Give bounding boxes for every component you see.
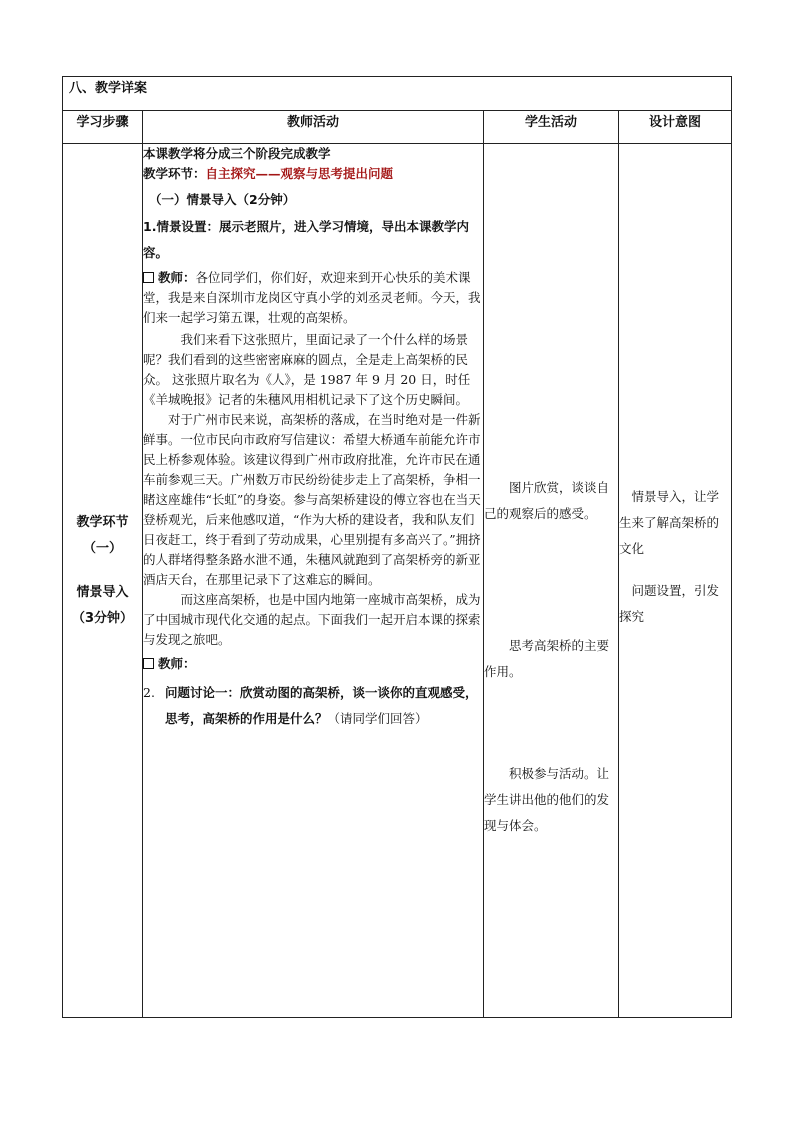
header-teacher: 教师活动 (143, 111, 484, 144)
step-line-4: （3分钟） (71, 611, 134, 626)
student-activity-3: 积极参与活动。让学生讲出他的他们的发现与体会。 (484, 766, 610, 833)
student-activity-1: 图片欣赏，谈谈自己的观察后的感受。 (484, 480, 610, 521)
checkbox-icon (143, 658, 154, 669)
student-activity-cell (484, 144, 619, 1018)
content-row (63, 144, 732, 1018)
step-line-3: 情景导入 (76, 585, 129, 600)
teacher-paragraph-1: 各位同学们，你们好，欢迎来到开心快乐的美术课堂，我是来自深圳市龙岗区守真小学的刘丞灵老师。今天，我们来一起学习第五课，壮观的高架桥。 (143, 270, 481, 325)
teacher-label-2: 教师： (158, 656, 196, 671)
student-activity-2: 思考高架桥的主要作用。 (484, 638, 610, 679)
item2-number: 2. (143, 685, 155, 700)
stage-label: 教学环节： (143, 166, 206, 181)
item2-question: 问题讨论一：欣赏动图的高架桥，谈一谈你的直观感受，思考，高架桥的作用是什么？ (165, 685, 478, 726)
item2-tail: （请同学们回答） (327, 711, 428, 726)
teacher-paragraph-3: 对于广州市民来说，高架桥的落成，在当时绝对是一件新鲜事。一位市民向市政府写信建议：希望大桥通车前能允许市民上桥参观体验。该建议得到广州市政府批准，允许市民在通车前参观三天。广州数万市民纷纷徒步走上了高架桥，争相一睹这座雄伟“长虹”的身姿。参与高架桥建设的傅立容也在当天登桥观光，后来他感叹道，“作为大桥的建设者，我和队友们日夜赶工，终于看到了劳动成果，心里别提有多高兴了。”拥挤的人群堵得整条路水泄不通，朱穗风就跑到了高架桥旁的新亚酒店天台，在那里记录下了这难忘的瞬间。 (143, 412, 481, 587)
stage-name: 自主探究——观察与思考提出问题 (205, 166, 394, 181)
header-row (63, 111, 732, 144)
teacher-intro: 本课教学将分成三个阶段完成教学 (143, 146, 331, 161)
section-title-row (63, 77, 732, 111)
section-title: 八、教学详案 (69, 81, 148, 96)
teacher-paragraph-2: 我们来看下这张照片，里面记录了一个什么样的场景呢？我们看到的这些密密麻麻的圆点，全是走上高架桥的民众。 这张照片取名为《人》，是 1987 年 9 月 20 日，时任《羊城晚报》记者的朱穗风用相机记录下了这个历史瞬间。 (143, 332, 471, 407)
part1-heading: （一）情景导入（2分钟） (149, 192, 296, 207)
step-line-2: （一） (82, 541, 122, 556)
header-student: 学生活动 (484, 111, 619, 144)
item1-text: 1.情景设置：展示老照片，进入学习情境，导出本课教学内容。 (143, 219, 469, 260)
teacher-label: 教师： (158, 270, 196, 285)
header-step: 学习步骤 (63, 111, 143, 144)
design-intent-cell (619, 144, 732, 1018)
checkbox-icon (143, 272, 154, 283)
step-cell (63, 144, 143, 1018)
design-intent-2: 问题设置，引发探究 (619, 583, 720, 624)
design-intent-1: 情景导入，让学生来了解高架桥的文化 (619, 489, 720, 556)
step-line-1: 教学环节 (76, 515, 129, 530)
teacher-activity-cell (143, 144, 484, 1018)
lesson-plan-table (62, 76, 732, 1018)
header-design: 设计意图 (619, 111, 732, 144)
teacher-paragraph-4: 而这座高架桥，也是中国内地第一座城市高架桥，成为了中国城市现代化交通的起点。下面我们一起开启本课的探索与发现之旅吧。 (143, 592, 481, 647)
